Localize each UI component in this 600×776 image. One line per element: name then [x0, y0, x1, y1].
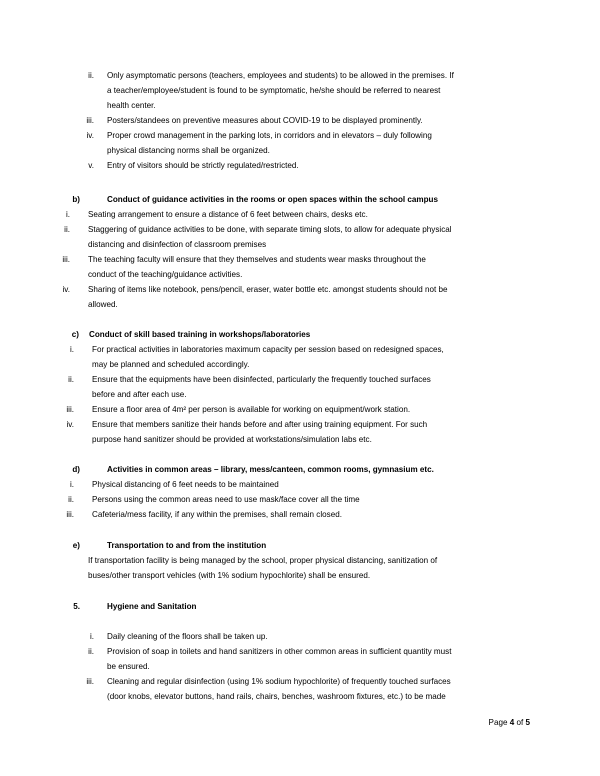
page-number	[489, 715, 530, 730]
section-5-list	[0, 629, 600, 704]
item-line: before and after each use.	[92, 390, 187, 399]
item-line: For practical activities in laboratories maximum capacity per session based on redesigned spaces,	[92, 345, 444, 354]
item-line: may be planned and scheduled accordingly.	[92, 360, 250, 369]
item-line: Ensure that members sanitize their hands before and after using training equipment. For such	[92, 420, 428, 429]
item-line: Proper crowd management in the parking lots, in corridors and in elevators – duly following	[107, 131, 432, 140]
page-word: Page	[488, 718, 508, 727]
section-d-list	[0, 477, 600, 522]
item-number: iv.	[66, 420, 74, 429]
section-e-paragraph	[88, 553, 531, 583]
item-line: Cafeteria/mess facility, if any within the premises, shall remain closed.	[92, 510, 342, 519]
list-item	[0, 128, 600, 158]
of-word: of	[516, 718, 524, 727]
item-line: Physical distancing of 6 feet needs to be maintained	[92, 480, 279, 489]
section-b-list	[0, 207, 600, 312]
item-number: ii.	[64, 225, 70, 234]
paragraph-line: If transportation facility is being managed by the school, proper physical distancing, sanitization of	[88, 556, 438, 565]
section-d-title: Activities in common areas – library, mess/canteen, common rooms, gymnasium etc.	[107, 465, 434, 474]
item-number: i.	[65, 210, 70, 219]
item-line: Ensure that the equipments have been disinfected, particularly the frequently touched surfaces	[92, 375, 431, 384]
item-line: Entry of visitors should be strictly regulated/restricted.	[107, 161, 299, 170]
section-c-list	[0, 342, 600, 447]
item-line: Staggering of guidance activities to be done, with separate timing slots, to allow for adequate physical	[88, 225, 452, 234]
list-item	[0, 158, 600, 173]
item-line: be ensured.	[107, 662, 150, 671]
item-line: purpose hand sanitizer should be provided at workstations/simulation labs etc.	[92, 435, 372, 444]
item-line: Cleaning and regular disinfection (using 1% sodium hypochlorite) of frequently touched surfaces	[107, 677, 451, 686]
item-line: conduct of the teaching/guidance activities.	[88, 270, 243, 279]
current-page: 4	[509, 718, 515, 727]
item-number: iii.	[66, 405, 74, 414]
list-item	[0, 372, 600, 402]
item-line: Daily cleaning of the floors shall be taken up.	[107, 632, 268, 641]
item-number: v.	[88, 161, 94, 170]
item-line: Provision of soap in toilets and hand sanitizers in other common areas in sufficient quantity must	[107, 647, 452, 656]
item-number: ii.	[68, 375, 74, 384]
item-line: The teaching faculty will ensure that they themselves and students wear masks throughout the	[88, 255, 426, 264]
list-item	[0, 113, 600, 128]
list-item	[0, 417, 600, 447]
item-number: ii.	[88, 647, 94, 656]
section-d-label: d)	[72, 465, 80, 474]
item-line: Seating arrangement to ensure a distance of 6 feet between chairs, desks etc.	[88, 210, 368, 219]
item-line: Posters/standees on preventive measures about COVID-19 to be displayed prominently.	[107, 116, 423, 125]
list-item	[0, 342, 600, 372]
list-item	[0, 477, 600, 492]
list-item	[0, 629, 600, 644]
list-item	[0, 507, 600, 522]
list-item	[0, 68, 600, 113]
item-line: (door knobs, elevator buttons, hand rails, chairs, benches, washroom fixtures, etc.) to be made	[107, 692, 446, 701]
section-c-title: Conduct of skill based training in workshops/laboratories	[89, 330, 311, 339]
section-b-label: b)	[72, 195, 80, 204]
list-item	[0, 207, 600, 222]
section-b-title: Conduct of guidance activities in the rooms or open spaces within the school campus	[107, 195, 438, 204]
item-number: iii.	[86, 116, 94, 125]
total-pages: 5	[525, 718, 530, 727]
section-e-title: Transportation to and from the institution	[107, 541, 267, 550]
item-number: iii.	[62, 255, 70, 264]
section-5-label: 5.	[73, 602, 80, 611]
item-line: physical distancing norms shall be organized.	[107, 146, 270, 155]
list-item	[0, 282, 600, 312]
item-line: Ensure a floor area of 4m² per person is available for working on equipment/work station.	[92, 405, 411, 414]
item-line: Only asymptomatic persons (teachers, employees and students) to be allowed in the premises. If	[107, 71, 454, 80]
list-item	[0, 252, 600, 282]
item-number: i.	[89, 632, 94, 641]
item-number: iv.	[86, 131, 94, 140]
item-line: distancing and disinfection of classroom premises	[88, 240, 267, 249]
list-item	[0, 222, 600, 252]
section-c-label: c)	[71, 330, 79, 339]
list-item	[0, 644, 600, 674]
item-number: i.	[69, 480, 74, 489]
item-number: i.	[69, 345, 74, 354]
intro-list	[0, 68, 600, 173]
section-5-title: Hygiene and Sanitation	[107, 602, 197, 611]
item-number: ii.	[68, 495, 74, 504]
item-number: iii.	[66, 510, 74, 519]
item-line: Persons using the common areas need to use mask/face cover all the time	[92, 495, 360, 504]
item-line: health center.	[107, 101, 156, 110]
list-item	[0, 402, 600, 417]
section-e-label: e)	[72, 541, 80, 550]
item-line: allowed.	[88, 300, 118, 309]
item-line: a teacher/employee/student is found to be symptomatic, he/she should be referred to nearest	[107, 86, 441, 95]
item-number: iii.	[86, 677, 94, 686]
item-line: Sharing of items like notebook, pens/pencil, eraser, water bottle etc. amongst students should not be	[88, 285, 448, 294]
item-number: iv.	[62, 285, 70, 294]
list-item	[0, 492, 600, 507]
item-number: ii.	[88, 71, 94, 80]
paragraph-line: buses/other transport vehicles (with 1% sodium hypochlorite) shall be ensured.	[88, 571, 371, 580]
list-item	[0, 674, 600, 704]
